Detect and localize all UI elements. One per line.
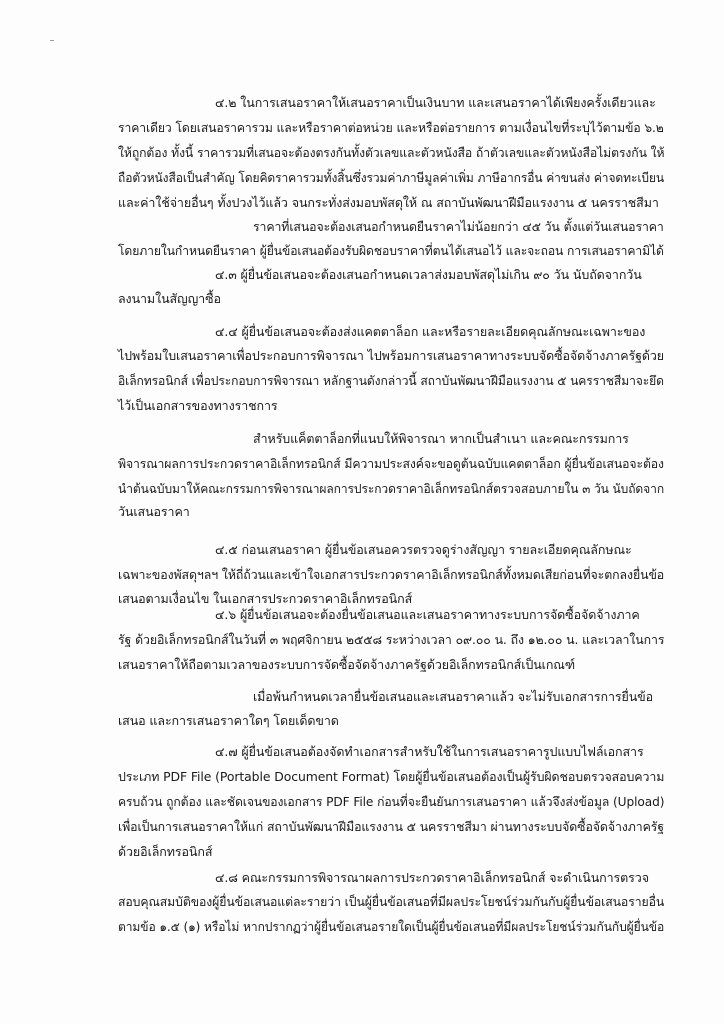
clause-4-2-line-2: ราคาเดียว โดยเสนอราคารวม และหรือราคาต่อหน่วย และหรือต่อรายการ ตามเงื่อนไขที่ระบุไว้ตามข้อ ๖.๒ xyxy=(118,120,664,135)
clause-4-2-line-1: ๔.๒ ในการเสนอราคาให้เสนอราคาเป็นเงินบาท และเสนอราคาได้เพียงครั้งเดียวและ xyxy=(215,95,656,110)
clause-4-7-line-4: เพื่อเป็นการเสนอราคาให้แก่ สถาบันพัฒนาฝีมือแรงงาน ๕ นครราชสีมา ผ่านทางระบบจัดซื้อจัดจ้างภาครัฐ xyxy=(118,819,664,834)
clause-4-4-line-7: นำต้นฉบับมาให้คณะกรรมการพิจารณาผลการประกวดราคาอิเล็กทรอนิกส์ตรวจสอบภายใน ๓ วัน นับถัดจาก xyxy=(118,481,665,496)
clause-4-2-line-3: ให้ถูกต้อง ทั้งนี้ ราคารวมที่เสนอจะต้องตรงกันทั้งตัวเลขและตัวหนังสือ ถ้าตัวเลขและตัวหนังสือไม่ตรงกัน ให้ xyxy=(118,145,665,160)
clause-4-4-line-8: วันเสนอราคา xyxy=(118,504,190,519)
clause-4-4-line-4: ไว้เป็นเอกสารของทางราชการ xyxy=(118,398,278,413)
clause-4-4-line-3: อิเล็กทรอนิกส์ เพื่อประกอบการพิจารณา หลักฐานดังกล่าวนี้ สถาบันพัฒนาฝีมือแรงงาน ๕ นครราชสีมาจะยึด xyxy=(118,373,664,388)
clause-4-2-line-7: โดยภายในกำหนดยืนราคา ผู้ยื่นข้อเสนอต้องรับผิดชอบราคาที่ตนได้เสนอไว้ และจะถอน การเสนอราคามิได้ xyxy=(118,243,664,258)
clause-4-3-line-1: ๔.๓ ผู้ยื่นข้อเสนอจะต้องเสนอกำหนดเวลาส่งมอบพัสดุไม่เกิน ๙๐ วัน นับถัดจากวัน xyxy=(215,267,642,282)
clause-4-2-line-5: และค่าใช้จ่ายอื่นๆ ทั้งปวงไว้แล้ว จนกระทั่งส่งมอบพัสดุให้ ณ สถาบันพัฒนาฝีมือแรงงาน ๕ นครราชสีมา xyxy=(118,195,659,210)
clause-4-2-line-4: ถือตัวหนังสือเป็นสำคัญ โดยคิดราคารวมทั้งสิ้นซึ่งรวมค่าภาษีมูลค่าเพิ่ม ภาษีอากรอื่น ค่าขนส่ง ค่าจดทะเบียน xyxy=(118,170,665,185)
clause-4-8-line-1: ๔.๘ คณะกรรมการพิจารณาผลการประกวดราคาอิเล็กทรอนิกส์ จะดำเนินการตรวจ xyxy=(215,870,649,885)
clause-4-6-line-3: เสนอราคาให้ถือตามเวลาของระบบการจัดซื้อจัดจ้างภาครัฐด้วยอิเล็กทรอนิกส์เป็นเกณฑ์ xyxy=(118,657,576,672)
clause-4-6-line-4: เมื่อพ้นกำหนดเวลายื่นข้อเสนอและเสนอราคาแล้ว จะไม่รับเอกสารการยื่นข้อ xyxy=(253,689,653,704)
scan-mark xyxy=(50,40,54,41)
clause-4-5-line-2: เฉพาะของพัสดุฯลฯ ให้ถี่ถ้วนและเข้าใจเอกสารประกวดราคาอิเล็กทรอนิกส์ทั้งหมดเสียก่อนที่จะตกลงยื่นข้อ xyxy=(118,567,665,582)
clause-4-7-line-1: ๔.๗ ผู้ยื่นข้อเสนอต้องจัดทำเอกสารสำหรับใช้ในการเสนอราคารูปแบบไฟล์เอกสาร xyxy=(215,744,644,759)
clause-4-2-line-6: ราคาที่เสนอจะต้องเสนอกำหนดยืนราคาไม่น้อยกว่า ๔๕ วัน ตั้งแต่วันเสนอราคา xyxy=(253,219,664,234)
clause-4-4-line-5: สำหรับแค็ตตาล็อกที่แนบให้พิจารณา หากเป็นสำเนา และคณะกรรมการ xyxy=(253,431,629,446)
clause-4-3-line-2: ลงนามในสัญญาซื้อ xyxy=(118,291,221,306)
clause-4-4-line-1: ๔.๔ ผู้ยื่นข้อเสนอจะต้องส่งแคตตาล็อก และหรือรายละเอียดคุณลักษณะเฉพาะของ xyxy=(215,324,646,339)
clause-4-4-line-6: พิจารณาผลการประกวดราคาอิเล็กทรอนิกส์ มีความประสงค์จะขอดูต้นฉบับแคตตาล็อก ผู้ยื่นข้อเสนอจะต้อง xyxy=(118,456,664,471)
clause-4-4-line-2: ไปพร้อมใบเสนอราคาเพื่อประกอบการพิจารณา ไปพร้อมการเสนอราคาทางระบบจัดซื้อจัดจ้างภาครัฐด้วย xyxy=(118,348,664,363)
clause-4-6-line-2: รัฐ ด้วยอิเล็กทรอนิกส์ในวันที่ ๓ พฤศจิกายน ๒๕๕๘ ระหว่างเวลา ๐๙.๐๐ น. ถึง ๑๒.๐๐ น. และเวลาในการ xyxy=(118,632,665,647)
clause-4-5-line-1: ๔.๕ ก่อนเสนอราคา ผู้ยื่นข้อเสนอควรตรวจดูร่างสัญญา รายละเอียดคุณลักษณะ xyxy=(215,542,632,557)
clause-4-7-line-5: ด้วยอิเล็กทรอนิกส์ xyxy=(118,844,213,859)
clause-4-7-line-2: ประเภท PDF File (Portable Document Format) โดยผู้ยื่นข้อเสนอต้องเป็นผู้รับผิดชอบตรวจสอบความ xyxy=(118,769,665,784)
clause-4-8-line-2: สอบคุณสมบัติของผู้ยื่นข้อเสนอแต่ละรายว่า เป็นผู้ยื่นข้อเสนอที่มีผลประโยชน์ร่วมกันกับผู้ยื่นข้อเสนอรายอื่น xyxy=(118,894,665,909)
clause-4-6-line-5: เสนอ และการเสนอราคาใดๆ โดยเด็ดขาด xyxy=(118,713,339,728)
clause-4-7-line-3: ครบถ้วน ถูกต้อง และชัดเจนของเอกสาร PDF File ก่อนที่จะยืนยันการเสนอราคา แล้วจึงส่งข้อมูล (Upload) xyxy=(118,794,665,809)
clause-4-6-line-1: ๔.๖ ผู้ยื่นข้อเสนอจะต้องยื่นข้อเสนอและเสนอราคาทางระบบการจัดซื้อจัดจ้างภาค xyxy=(215,607,640,622)
clause-4-5-line-3: เสนอตามเงื่อนไข ในเอกสารประกวดราคาอิเล็กทรอนิกส์ xyxy=(118,591,413,606)
clause-4-8-line-3: ตามข้อ ๑.๕ (๑) หรือไม่ หากปรากฏว่าผู้ยื่นข้อเสนอรายใดเป็นผู้ยื่นข้อเสนอที่มีผลประโยชน์ร่วมกันกับผู้ยื่นข้อ xyxy=(118,919,665,934)
